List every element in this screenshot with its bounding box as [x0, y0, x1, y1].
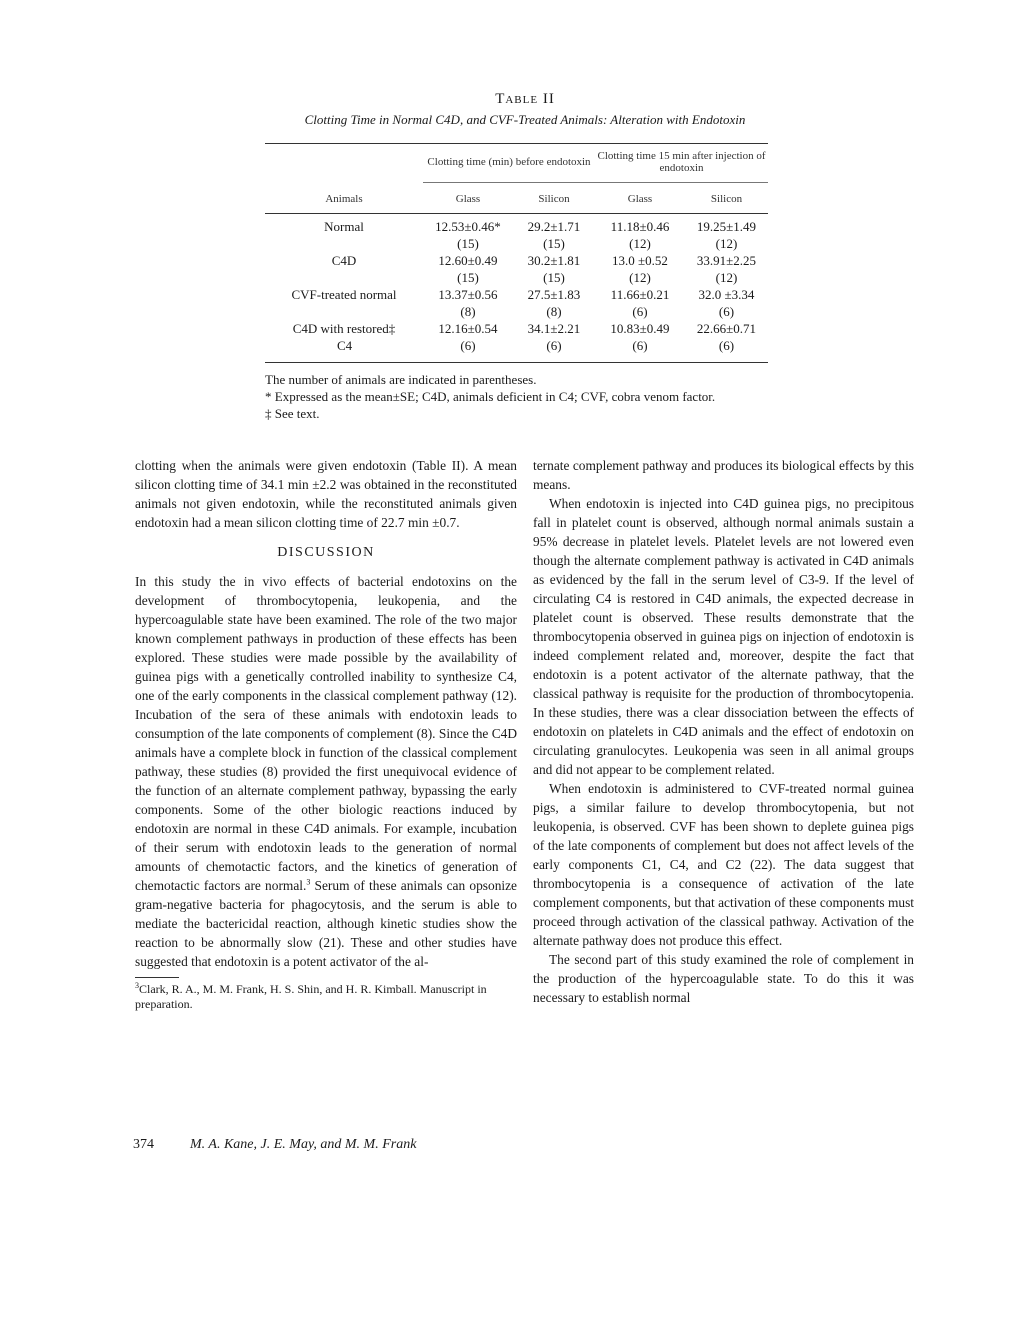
table-note-abbreviations: * Expressed as the mean±SE; C4D, animals deficient in C4; CVF, cobra venom factor. — [265, 389, 716, 404]
table-cell: (15) — [543, 236, 565, 251]
table-row — [265, 235, 768, 252]
table-cell: (15) — [543, 270, 565, 285]
table-cell: (8) — [546, 304, 562, 319]
table-cell: (12) — [629, 270, 651, 285]
table-cell: (15) — [457, 270, 479, 285]
table-row — [265, 286, 768, 303]
table-cell: (6) — [718, 304, 735, 319]
table-row — [265, 303, 768, 320]
clotting-time-table — [265, 143, 768, 363]
animal-name: Normal — [324, 219, 364, 234]
table-cell: 29.2±1.71 — [527, 219, 581, 234]
section-heading-discussion: DISCUSSION — [277, 545, 375, 560]
table-row — [265, 337, 768, 363]
table-cell: (6) — [546, 338, 562, 353]
paragraph: When endotoxin is injected into C4D guinea pigs, no precipitous fall in platelet count is observed, although normal animals sustain a 95% decrease in platelet levels. Platelet levels are not lowered even though the alternate complement pathway is activated in C4D animals as evidenced by the fall in the serum level of C3-9. If the level of circulating C4 is restored in C4D animals, the expected decrease in platelet count is observed. These results demonstrate that the thrombocytopenia observed in guinea pigs on injection of endotoxin is indeed complement related and, moreover, despite the fact that endotoxin is a potent activator of the alternate pathway, that the classical pathway is requisite for the production of thrombocytopenia. In these studies, there was a clear dissociation between the effects of endotoxin on platelets in C4D animals and the effect of endotoxin on circulating granulocytes. Leukopenia was seen in all animal groups and did not appear to be complement related. — [533, 496, 914, 777]
table-cell: (12) — [715, 236, 738, 251]
table-block — [265, 90, 785, 422]
footnote-mark: 3 — [135, 981, 139, 990]
header-before-endotoxin: Clotting time (min) before endotoxin — [423, 144, 595, 183]
table-label: Table II — [495, 91, 555, 107]
animal-name-cont — [265, 235, 423, 252]
table-cell: 13.0 ±0.52 — [612, 253, 668, 268]
paragraph: The second part of this study examined the role of complement in the production of the hypercoagulable state. To do this it was necessary to establish normal — [533, 952, 914, 1005]
table-cell: 19.25±1.49 — [696, 219, 757, 234]
running-footer-authors: M. A. Kane, J. E. May, and M. M. Frank — [190, 1137, 417, 1152]
table-cell: (15) — [457, 236, 479, 251]
footnote — [135, 982, 517, 1012]
table-cell: 11.66±0.21 — [610, 287, 670, 302]
table-cell: 33.91±2.25 — [696, 253, 757, 268]
paragraph-text: In this study the in vivo effects of bacterial endotoxins on the development of thrombocytopenia, leukopenia, and the hypercoagulable state have been examined. The role of the two major known complement pathways in production of these effects has been explored. These studies were made possible by the availability of guinea pigs with a genetically controlled inability to synthesize C4, one of the early components in the classical complement pathway (12). Incubation of the sera of these animals with endotoxin leads to consumption of the late components of complement (8). Since the C4D animals have a complete block in function of the classical complement pathway, these studies (8) provided the first unequivocal evidence of the function of an alternate complement pathway, bypassing the early components. Some of the other biologic reactions induced by endotoxin are normal in these C4D animals. For example, incubation of their serum with endotoxin leads to the generation of normal amounts of chemotactic factors, and the kinetics of generation of chemotactic factors are normal. — [135, 574, 517, 893]
animal-name: C4D — [331, 253, 357, 268]
table-cell: 12.16±0.54 — [438, 321, 498, 336]
header-after-endotoxin: Clotting time 15 min after injection of endotoxin — [595, 144, 768, 183]
animal-name: CVF-treated normal — [291, 287, 397, 302]
table-note-animals: The number of animals are indicated in parentheses. — [265, 372, 537, 387]
table-cell: (6) — [632, 338, 648, 353]
animal-name-cont: C4 — [337, 338, 353, 353]
table-cell: (6) — [632, 304, 648, 319]
table-cell: 10.83±0.49 — [610, 321, 670, 336]
page-number: 374 — [133, 1137, 154, 1152]
header-silicon-after: Silicon — [710, 193, 743, 205]
table-cell: 11.18±0.46 — [610, 219, 670, 234]
header-animals: Animals — [265, 144, 423, 214]
table-cell: (6) — [460, 338, 476, 353]
right-column — [533, 456, 914, 1007]
table-cell: 30.2±1.81 — [527, 253, 581, 268]
table-cell: 13.37±0.56 — [438, 287, 498, 302]
table-row — [265, 252, 768, 269]
paragraph: ternate complement pathway and produces its biological effects by this means. — [533, 458, 914, 492]
footnote-ref: 3 — [306, 877, 311, 887]
footnote-text: Clark, R. A., M. M. Frank, H. S. Shin, and H. R. Kimball. Manuscript in preparation. — [135, 982, 487, 1011]
table-note-see-text: ‡ See text. — [265, 406, 320, 421]
table-cell: 22.66±0.71 — [696, 321, 757, 336]
left-column — [135, 456, 517, 1012]
header-silicon-before: Silicon — [538, 193, 570, 205]
paragraph-text-cont: Serum of these animals can opsonize gram-negative bacteria for phagocytosis, and the serum is able to mediate the bactericidal reaction, although kinetic studies show the reaction to be abnormally slow (21). These and other studies have suggested that endotoxin is a potent activator of the al- — [135, 878, 517, 969]
table-cell: 34.1±2.21 — [527, 321, 581, 336]
table-cell: 32.0 ±3.34 — [698, 287, 755, 302]
table-row — [265, 214, 768, 236]
animal-name-cont — [265, 303, 423, 320]
table-cell: 27.5±1.83 — [527, 287, 581, 302]
header-glass-after: Glass — [627, 193, 653, 205]
table-cell: 12.60±0.49 — [438, 253, 498, 268]
paragraph: clotting when the animals were given endotoxin (Table II). A mean silicon clotting time of 34.1 min ±2.2 was obtained in the reconstituted animals not given endotoxin, while the reconstituted animals given endotoxin had a mean silicon clotting time of 22.7 min ±0.7. — [135, 458, 517, 530]
paragraph: When endotoxin is administered to CVF-treated normal guinea pigs, a similar failure to develop thrombocytopenia, but not leukopenia, is observed. CVF has been shown to deplete guinea pigs of the late components of complement but does not affect levels of the early components C1, C4, and C2 (22). The data suggest that thrombocytopenia is a consequence of activation of the late complement components, but that activation of these components must proceed through activation of the classical pathway. Activation of the alternate pathway does not produce this effect. — [533, 781, 914, 948]
animal-name: C4D with restored‡ — [292, 321, 396, 336]
paragraph — [135, 572, 517, 971]
table-notes — [265, 371, 777, 422]
table-cell: 12.53±0.46* — [435, 219, 501, 234]
header-glass-before: Glass — [455, 193, 481, 205]
table-cell: (8) — [460, 304, 476, 319]
table-cell: (12) — [629, 236, 651, 251]
table-row — [265, 269, 768, 286]
animal-name-cont — [265, 269, 423, 286]
table-cell: (12) — [715, 270, 738, 285]
table-row — [265, 320, 768, 337]
table-cell: (6) — [718, 338, 735, 353]
table-title: Clotting Time in Normal C4D, and CVF-Treated Animals: Alteration with Endotoxin — [304, 112, 746, 127]
footnote-rule — [135, 977, 179, 978]
